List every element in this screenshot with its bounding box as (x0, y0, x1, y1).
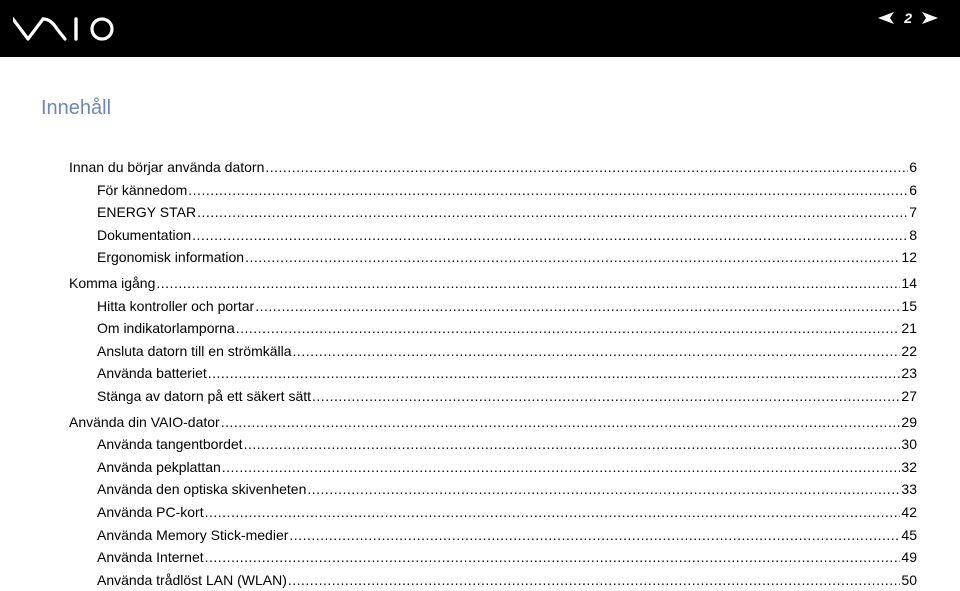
toc-entry-page: 50 (901, 571, 917, 588)
toc-leader-dots (197, 201, 908, 224)
toc-entry-label: Använda PC-kort (97, 503, 204, 520)
toc-entry-label: ENERGY STAR (97, 204, 197, 221)
toc-entry-page: 32 (901, 458, 917, 475)
toc-entry-label: Använda Internet (97, 549, 204, 566)
toc-leader-dots (265, 156, 908, 179)
toc-entry[interactable] (69, 385, 917, 408)
arrow-left-icon[interactable] (878, 12, 894, 24)
toc-entry[interactable] (69, 317, 917, 340)
toc-entry[interactable] (69, 246, 917, 269)
page-number: 2 (904, 10, 912, 26)
toc-entry[interactable] (69, 295, 917, 318)
toc-leader-dots (205, 501, 901, 524)
toc-entry-page: 7 (909, 204, 917, 221)
toc-leader-dots (293, 340, 901, 363)
page-navigator (878, 8, 938, 28)
toc-entry-label: För kännedom (97, 181, 188, 198)
toc-entry-page: 6 (909, 159, 917, 175)
toc-entry-label: Använda Memory Stick-medier (97, 526, 289, 543)
toc-entry-page: 27 (901, 387, 917, 404)
toc-entry[interactable] (69, 433, 917, 456)
toc-entry[interactable] (69, 546, 917, 569)
toc-entry-label: Hitta kontroller och portar (97, 297, 255, 314)
toc-entry-page: 49 (901, 549, 917, 566)
toc-entry-label: Komma igång (69, 274, 156, 291)
toc-entry[interactable] (69, 224, 917, 247)
toc-entry-page: 45 (901, 526, 917, 543)
toc-leader-dots (312, 385, 900, 408)
toc-entry[interactable] (69, 340, 917, 363)
toc-leader-dots (307, 478, 900, 501)
toc-entry[interactable] (69, 456, 917, 479)
toc-leader-dots (156, 272, 900, 295)
arrow-right-icon[interactable] (922, 12, 938, 24)
toc-entry-page: 33 (901, 481, 917, 498)
toc-leader-dots (244, 433, 901, 456)
toc-entry-label: Om indikatorlamporna (97, 320, 235, 337)
toc-leader-dots (188, 179, 908, 202)
toc-entry-label: Använda din VAIO-dator (69, 413, 220, 430)
toc-entry-label: Använda tangentbordet (97, 436, 243, 453)
toc-entry-page: 42 (901, 503, 917, 520)
toc-entry-page: 30 (901, 436, 917, 453)
toc-entry-label: Använda pekplattan (97, 458, 221, 475)
header-bar (0, 0, 960, 57)
toc-entry-label: Innan du börjar använda datorn (69, 159, 265, 175)
toc-leader-dots (245, 246, 900, 269)
toc-entry-page: 14 (901, 274, 917, 291)
toc-entry-label: Ansluta datorn till en strömkälla (97, 342, 292, 359)
toc-leader-dots (222, 456, 901, 479)
toc-entry-label: Ergonomisk information (97, 249, 245, 266)
toc-entry-page: 22 (901, 342, 917, 359)
toc-entry-label: Stänga av datorn på ett säkert sätt (97, 387, 312, 404)
toc-entry-label: Använda batteriet (97, 365, 207, 382)
toc-entry[interactable] (69, 272, 917, 295)
toc-entry-page: 12 (901, 249, 917, 266)
toc-entry-label: Dokumentation (97, 226, 192, 243)
toc-entry-page: 29 (901, 413, 917, 430)
toc-leader-dots (192, 224, 908, 247)
toc-leader-dots (288, 569, 901, 591)
toc-entry[interactable] (69, 524, 917, 547)
toc-entry-page: 21 (901, 320, 917, 337)
table-of-contents (69, 156, 917, 591)
toc-entry[interactable] (69, 478, 917, 501)
toc-entry[interactable] (69, 179, 917, 202)
toc-entry-page: 8 (909, 226, 917, 243)
toc-leader-dots (205, 546, 901, 569)
toc-entry[interactable] (69, 156, 917, 179)
toc-entry-page: 23 (901, 365, 917, 382)
toc-leader-dots (208, 362, 901, 385)
toc-entry-page: 6 (909, 181, 917, 198)
toc-entry[interactable] (69, 362, 917, 385)
vaio-logo (13, 15, 121, 43)
page-title: Innehåll (41, 97, 112, 119)
toc-leader-dots (236, 317, 901, 340)
toc-leader-dots (221, 411, 901, 434)
toc-entry[interactable] (69, 201, 917, 224)
toc-leader-dots (289, 524, 900, 547)
toc-entry-label: Använda den optiska skivenheten (97, 481, 307, 498)
toc-entry-label: Använda trådlöst LAN (WLAN) (97, 571, 287, 588)
toc-entry[interactable] (69, 411, 917, 434)
toc-entry[interactable] (69, 501, 917, 524)
toc-leader-dots (255, 295, 900, 318)
toc-entry[interactable] (69, 569, 917, 591)
toc-entry-page: 15 (901, 297, 917, 314)
